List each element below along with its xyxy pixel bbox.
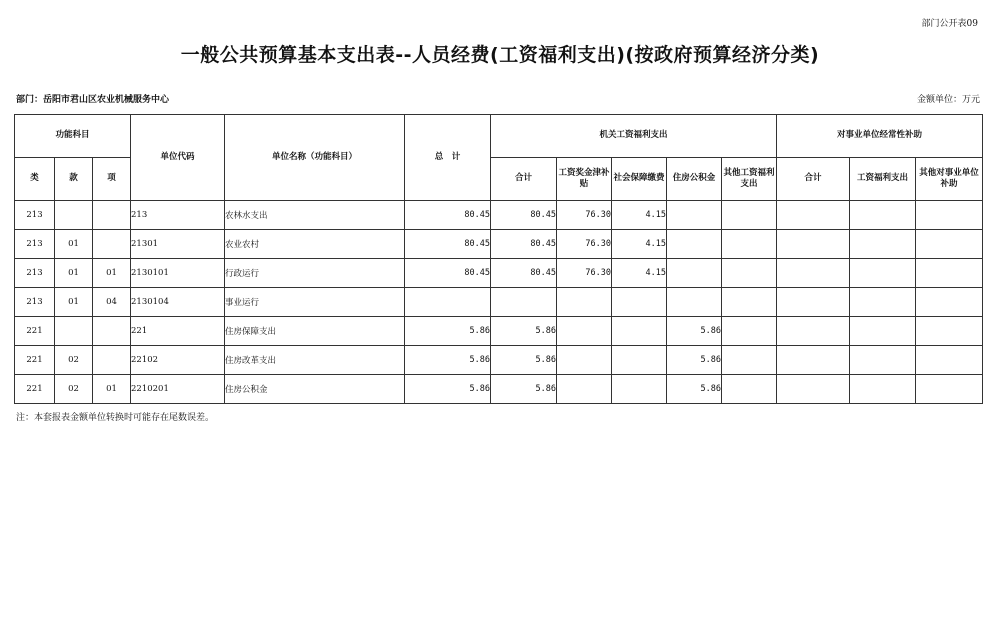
cell-subsidy-other — [916, 288, 983, 317]
cell-agency-housing: 5.86 — [667, 375, 722, 404]
cell-agency-housing — [667, 230, 722, 259]
cell-agency-housing — [667, 259, 722, 288]
cell-unit-code: 221 — [131, 317, 225, 346]
cell-unit-name: 行政运行 — [225, 259, 405, 288]
cell-agency-wage: 76.30 — [557, 201, 612, 230]
cell-xiang — [93, 230, 131, 259]
cell-subsidy-other — [916, 230, 983, 259]
cell-unit-code: 22102 — [131, 346, 225, 375]
cell-agency-housing — [667, 201, 722, 230]
header-total: 总 计 — [405, 115, 491, 201]
cell-agency-subtotal — [491, 288, 557, 317]
cell-agency-other — [722, 230, 777, 259]
header-lei: 类 — [15, 158, 55, 201]
amount-unit-label: 金额单位：万元 — [916, 95, 980, 105]
cell-lei: 221 — [15, 346, 55, 375]
cell-lei: 221 — [15, 317, 55, 346]
table-row — [15, 259, 983, 288]
cell-unit-name: 农业农村 — [225, 230, 405, 259]
cell-total: 80.45 — [405, 259, 491, 288]
cell-agency-subtotal: 5.86 — [491, 375, 557, 404]
header-agency-other: 其他工资福利支出 — [722, 158, 777, 201]
cell-subsidy-subtotal — [777, 375, 850, 404]
cell-kuan: 02 — [55, 346, 93, 375]
cell-unit-name: 事业运行 — [225, 288, 405, 317]
header-unit-code: 单位代码 — [131, 115, 225, 201]
cell-unit-name: 住房改革支出 — [225, 346, 405, 375]
table-row — [15, 230, 983, 259]
cell-agency-wage — [557, 317, 612, 346]
cell-kuan: 02 — [55, 375, 93, 404]
cell-unit-code: 21301 — [131, 230, 225, 259]
cell-agency-wage — [557, 346, 612, 375]
cell-subsidy-other — [916, 375, 983, 404]
header-agency-wage: 工资奖金津补贴 — [557, 158, 612, 201]
cell-agency-other — [722, 317, 777, 346]
header-unit-name: 单位名称（功能科目） — [225, 115, 405, 201]
cell-subsidy-other — [916, 317, 983, 346]
cell-agency-wage — [557, 375, 612, 404]
cell-agency-wage: 76.30 — [557, 230, 612, 259]
cell-agency-subtotal: 80.45 — [491, 259, 557, 288]
page-title: 一般公共预算基本支出表--人员经费(工资福利支出)(按政府预算经济分类) — [180, 44, 820, 66]
table-row — [15, 201, 983, 230]
budget-table — [14, 114, 983, 404]
cell-subsidy-other — [916, 201, 983, 230]
header-agency-social: 社会保障缴费 — [612, 158, 667, 201]
cell-kuan — [55, 317, 93, 346]
cell-subsidy-other — [916, 346, 983, 375]
cell-unit-code: 2130104 — [131, 288, 225, 317]
cell-total: 80.45 — [405, 201, 491, 230]
table-row — [15, 346, 983, 375]
cell-xiang — [93, 201, 131, 230]
cell-subsidy-other — [916, 259, 983, 288]
cell-agency-social: 4.15 — [612, 201, 667, 230]
cell-xiang — [93, 346, 131, 375]
cell-agency-wage: 76.30 — [557, 259, 612, 288]
header-subsidy-other: 其他对事业单位补助 — [916, 158, 983, 201]
cell-xiang: 01 — [93, 259, 131, 288]
cell-subsidy-wage — [850, 201, 916, 230]
cell-unit-code: 2130101 — [131, 259, 225, 288]
header-subsidy-wage: 工资福利支出 — [850, 158, 916, 201]
cell-subsidy-subtotal — [777, 230, 850, 259]
cell-agency-other — [722, 259, 777, 288]
cell-agency-social — [612, 375, 667, 404]
cell-agency-other — [722, 201, 777, 230]
cell-agency-subtotal: 5.86 — [491, 346, 557, 375]
header-agency-housing: 住房公积金 — [667, 158, 722, 201]
cell-unit-name: 住房保障支出 — [225, 317, 405, 346]
cell-subsidy-wage — [850, 230, 916, 259]
cell-agency-social — [612, 288, 667, 317]
cell-lei: 213 — [15, 288, 55, 317]
cell-agency-other — [722, 375, 777, 404]
cell-agency-wage — [557, 288, 612, 317]
cell-agency-housing: 5.86 — [667, 317, 722, 346]
header-subsidy-subtotal: 合计 — [777, 158, 850, 201]
cell-subsidy-wage — [850, 346, 916, 375]
cell-subsidy-wage — [850, 375, 916, 404]
cell-agency-subtotal: 80.45 — [491, 201, 557, 230]
cell-total: 5.86 — [405, 346, 491, 375]
cell-unit-code: 213 — [131, 201, 225, 230]
cell-unit-code: 2210201 — [131, 375, 225, 404]
cell-xiang: 01 — [93, 375, 131, 404]
cell-agency-housing — [667, 288, 722, 317]
table-row — [15, 288, 983, 317]
cell-lei: 213 — [15, 259, 55, 288]
cell-lei: 213 — [15, 230, 55, 259]
cell-total: 5.86 — [405, 317, 491, 346]
cell-subsidy-wage — [850, 288, 916, 317]
cell-total — [405, 288, 491, 317]
cell-subsidy-wage — [850, 317, 916, 346]
cell-total: 80.45 — [405, 230, 491, 259]
header-agency-group: 机关工资福利支出 — [491, 115, 777, 158]
cell-agency-social — [612, 346, 667, 375]
department-label: 部门：岳阳市君山区农业机械服务中心 — [16, 95, 170, 105]
header-func-subject: 功能科目 — [15, 115, 131, 158]
cell-subsidy-wage — [850, 259, 916, 288]
cell-total: 5.86 — [405, 375, 491, 404]
header-kuan: 款 — [55, 158, 93, 201]
table-code: 部门公开表09 — [921, 19, 978, 29]
table-header-row — [15, 115, 983, 158]
cell-subsidy-subtotal — [777, 346, 850, 375]
cell-kuan: 01 — [55, 230, 93, 259]
cell-subsidy-subtotal — [777, 288, 850, 317]
cell-kuan: 01 — [55, 259, 93, 288]
cell-unit-name: 农林水支出 — [225, 201, 405, 230]
table-row — [15, 375, 983, 404]
cell-unit-name: 住房公积金 — [225, 375, 405, 404]
footnote: 注：本套报表金额单位转换时可能存在尾数误差。 — [16, 413, 215, 423]
cell-agency-housing: 5.86 — [667, 346, 722, 375]
cell-agency-social: 4.15 — [612, 259, 667, 288]
cell-xiang — [93, 317, 131, 346]
cell-subsidy-subtotal — [777, 201, 850, 230]
cell-agency-social — [612, 317, 667, 346]
cell-subsidy-subtotal — [777, 259, 850, 288]
header-xiang: 项 — [93, 158, 131, 201]
cell-lei: 221 — [15, 375, 55, 404]
cell-agency-other — [722, 346, 777, 375]
cell-kuan — [55, 201, 93, 230]
cell-agency-social: 4.15 — [612, 230, 667, 259]
header-subsidy-group: 对事业单位经常性补助 — [777, 115, 983, 158]
cell-agency-subtotal: 80.45 — [491, 230, 557, 259]
cell-kuan: 01 — [55, 288, 93, 317]
cell-lei: 213 — [15, 201, 55, 230]
cell-agency-subtotal: 5.86 — [491, 317, 557, 346]
cell-subsidy-subtotal — [777, 317, 850, 346]
cell-xiang: 04 — [93, 288, 131, 317]
table-row — [15, 317, 983, 346]
cell-agency-other — [722, 288, 777, 317]
header-agency-subtotal: 合计 — [491, 158, 557, 201]
